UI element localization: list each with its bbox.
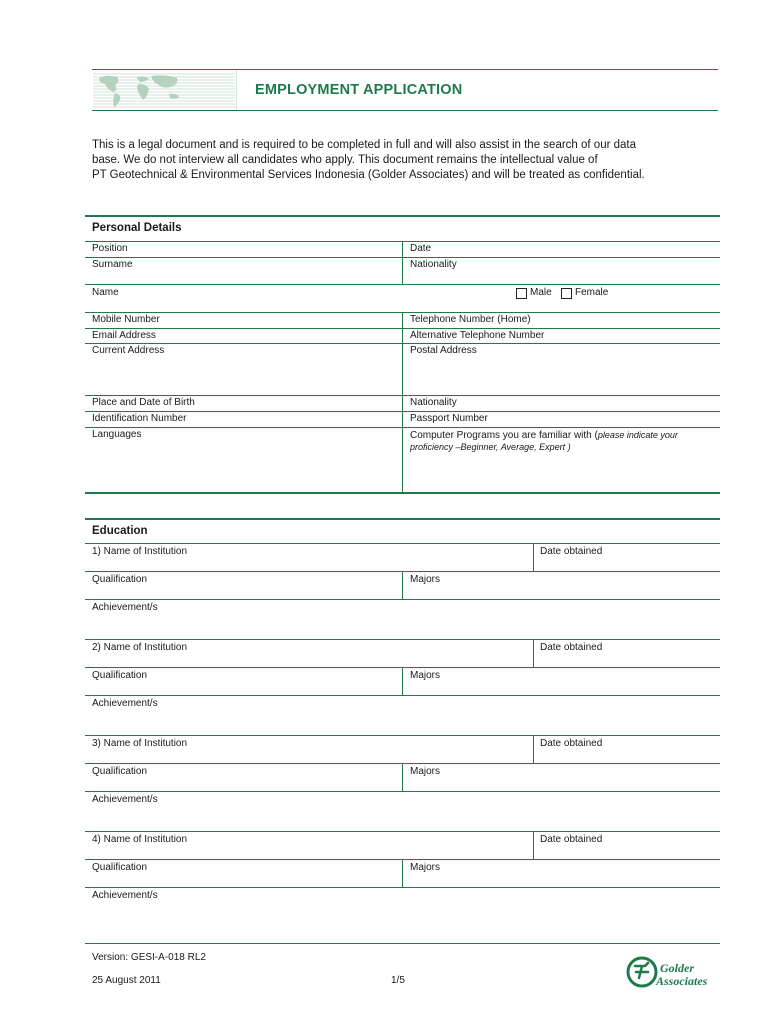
row-rule xyxy=(85,639,720,640)
header-top-rule xyxy=(92,69,718,70)
surname-field[interactable]: Surname xyxy=(92,259,133,270)
world-map-icon xyxy=(93,72,235,110)
email-address-field[interactable]: Email Address xyxy=(92,330,156,341)
female-label: Female xyxy=(575,287,609,298)
postal-address-field[interactable]: Postal Address xyxy=(410,345,477,356)
nationality-field[interactable]: Nationality xyxy=(410,259,457,270)
mobile-number-field[interactable]: Mobile Number xyxy=(92,314,160,325)
page-number: 1/5 xyxy=(391,975,405,986)
education-heading: Education xyxy=(92,525,148,537)
position-field[interactable]: Position xyxy=(92,243,128,254)
passport-number-field[interactable]: Passport Number xyxy=(410,413,488,424)
majors-field[interactable]: Majors xyxy=(410,766,441,777)
intro-line: PT Geotechnical & Environmental Services Indonesia (Golder Associates) and will be treated as confidential. xyxy=(92,169,645,181)
achievement-field[interactable]: Achievement/s xyxy=(92,698,158,709)
female-checkbox[interactable] xyxy=(561,288,572,299)
column-divider xyxy=(402,571,403,599)
alt-telephone-field[interactable]: Alternative Telephone Number xyxy=(410,330,545,341)
institution-field[interactable]: 4) Name of Institution xyxy=(92,834,188,845)
institution-field[interactable]: 3) Name of Institution xyxy=(92,738,188,749)
row-rule xyxy=(85,695,720,696)
header-bottom-rule xyxy=(92,110,718,111)
nationality-field-2[interactable]: Nationality xyxy=(410,397,457,408)
date-obtained-field[interactable]: Date obtained xyxy=(540,642,603,653)
qualification-field[interactable]: Qualification xyxy=(92,574,148,585)
majors-field[interactable]: Majors xyxy=(410,862,441,873)
row-rule xyxy=(85,831,720,832)
intro-line: This is a legal document and is required to be completed in full and will also assist in the search of our data xyxy=(92,139,636,151)
computer-programs-note: please indicate your xyxy=(597,430,678,440)
date-obtained-field[interactable]: Date obtained xyxy=(540,546,603,557)
header-divider xyxy=(236,70,237,110)
column-divider xyxy=(402,763,403,791)
date-field[interactable]: Date xyxy=(410,243,432,254)
column-divider xyxy=(402,667,403,695)
achievement-field[interactable]: Achievement/s xyxy=(92,794,158,805)
logo-line-2: Associates xyxy=(656,974,708,988)
institution-field[interactable]: 2) Name of Institution xyxy=(92,642,188,653)
row-rule xyxy=(85,887,720,888)
male-label: Male xyxy=(530,287,552,298)
row-rule xyxy=(85,543,720,544)
golder-logo-icon xyxy=(626,956,658,988)
identification-number-field[interactable]: Identification Number xyxy=(92,413,187,424)
qualification-field[interactable]: Qualification xyxy=(92,862,148,873)
birth-field[interactable]: Place and Date of Birth xyxy=(92,397,195,408)
column-divider xyxy=(533,831,534,859)
logo-line-1: Golder xyxy=(660,961,694,975)
row-rule xyxy=(85,791,720,792)
achievement-field[interactable]: Achievement/s xyxy=(92,890,158,901)
languages-field[interactable]: Languages xyxy=(92,429,142,440)
computer-programs-note-2: proficiency –Beginner, Average, Expert ) xyxy=(410,442,571,452)
qualification-field[interactable]: Qualification xyxy=(92,766,148,777)
male-checkbox[interactable] xyxy=(516,288,527,299)
golder-logo xyxy=(626,955,722,991)
column-divider xyxy=(402,312,403,493)
institution-field[interactable]: 1) Name of Institution xyxy=(92,546,188,557)
date-obtained-field[interactable]: Date obtained xyxy=(540,834,603,845)
intro-line: base. We do not interview all candidates who apply. This document remains the intellectual value of xyxy=(92,154,598,166)
personal-section-rule xyxy=(85,215,720,217)
row-rule xyxy=(85,735,720,736)
date-obtained-field[interactable]: Date obtained xyxy=(540,738,603,749)
column-divider xyxy=(533,543,534,571)
row-rule xyxy=(85,599,720,600)
qualification-field[interactable]: Qualification xyxy=(92,670,148,681)
column-divider xyxy=(402,859,403,887)
row-rule xyxy=(85,284,720,285)
computer-programs-label: Computer Programs you are familiar with ( xyxy=(410,430,598,441)
achievement-field[interactable]: Achievement/s xyxy=(92,602,158,613)
page-title: EMPLOYMENT APPLICATION xyxy=(255,82,463,98)
name-field[interactable]: Name xyxy=(92,287,119,298)
version-text: Version: GESI-A-018 RL2 xyxy=(92,952,206,963)
personal-details-heading: Personal Details xyxy=(92,222,182,234)
column-divider xyxy=(533,639,534,667)
footer-rule xyxy=(85,943,720,944)
current-address-field[interactable]: Current Address xyxy=(92,345,165,356)
column-divider xyxy=(533,735,534,763)
majors-field[interactable]: Majors xyxy=(410,670,441,681)
intro-paragraph xyxy=(92,138,732,183)
column-divider xyxy=(402,241,403,284)
footer-date: 25 August 2011 xyxy=(92,975,161,986)
telephone-home-field[interactable]: Telephone Number (Home) xyxy=(410,314,531,325)
education-section-rule xyxy=(85,518,720,520)
majors-field[interactable]: Majors xyxy=(410,574,441,585)
